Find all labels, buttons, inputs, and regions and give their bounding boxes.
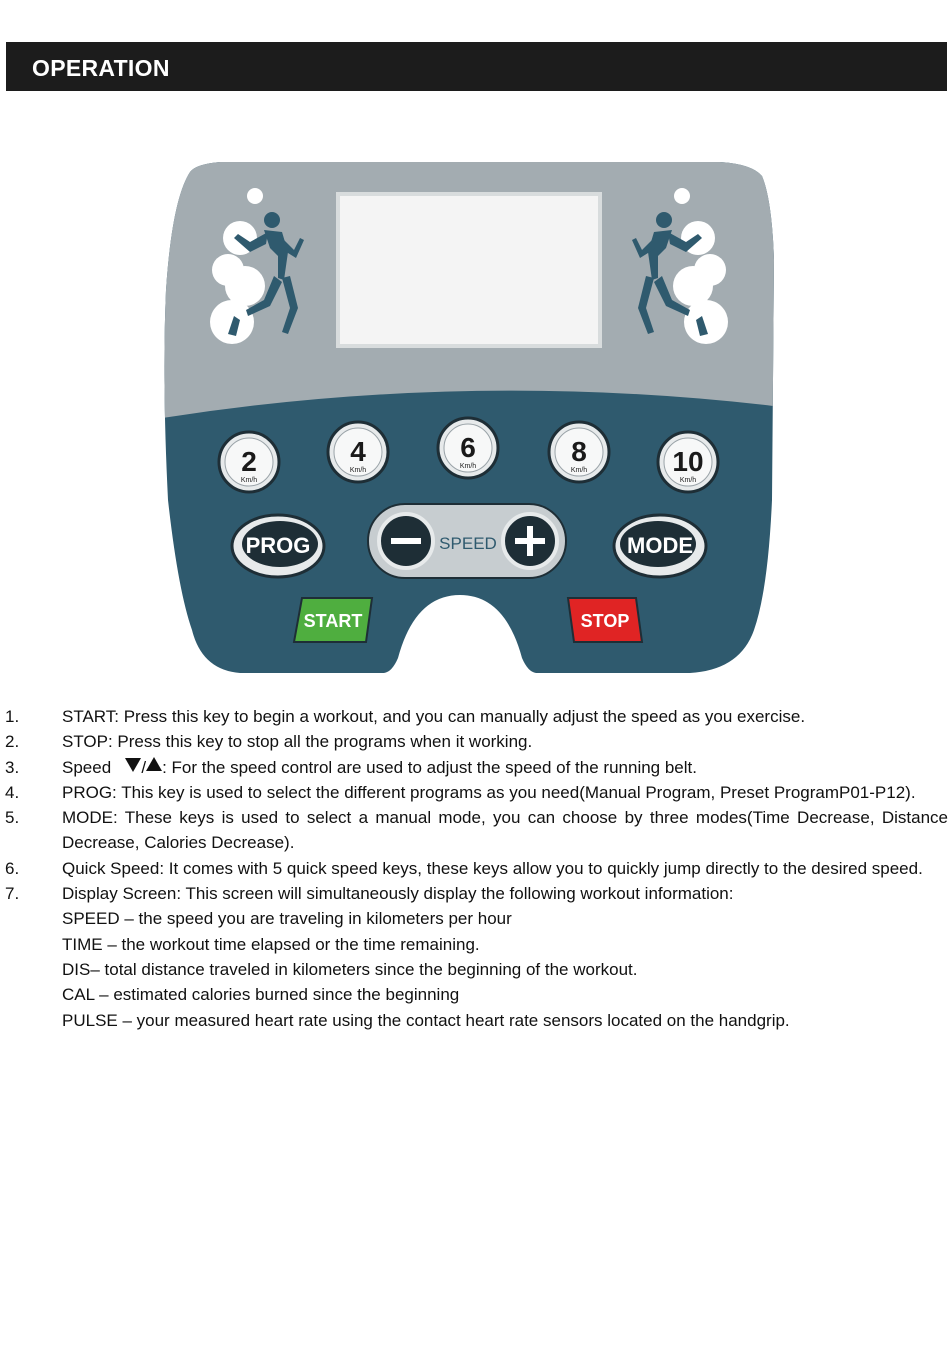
item-text: MODE: These keys is used to select a manual mode, you can choose by three modes(Time Decrease, Distance Decrease, Calories Decrease). xyxy=(62,808,948,853)
display-info-item: DIS– total distance traveled in kilometers since the beginning of the workout. xyxy=(62,959,638,979)
instruction-item-1 xyxy=(0,704,950,729)
triangle-up-icon xyxy=(146,757,162,771)
console-panel-illustration xyxy=(150,140,790,685)
item-text: STOP: Press this key to stop all the programs when it working. xyxy=(62,732,533,752)
mode-button-label: MODE xyxy=(627,533,693,558)
speed-key-8-button[interactable] xyxy=(549,422,609,482)
section-title: OPERATION xyxy=(32,55,170,81)
speed-control-label: SPEED xyxy=(439,534,497,553)
item-slash: / xyxy=(141,757,147,777)
mode-button[interactable] xyxy=(614,515,706,577)
display-screen xyxy=(338,194,600,346)
item-number: 7. xyxy=(5,884,20,904)
prog-button-label: PROG xyxy=(245,533,311,558)
start-button-label: START xyxy=(303,611,363,631)
section-header-bar xyxy=(6,42,947,91)
item-number: 3. xyxy=(5,757,20,777)
start-button[interactable] xyxy=(294,598,372,642)
item-text: : For the speed control are used to adjust the speed of the running belt. xyxy=(162,757,697,777)
speed-key-4-button[interactable] xyxy=(328,422,388,482)
stop-button[interactable] xyxy=(568,598,642,642)
item-number: 1. xyxy=(5,707,20,726)
item-number: 6. xyxy=(5,858,20,878)
speed-up-button[interactable] xyxy=(503,514,557,568)
display-info-item: TIME – the workout time elapsed or the time remaining. xyxy=(62,934,480,954)
item-number: 2. xyxy=(5,732,20,752)
instruction-item-6 xyxy=(0,856,950,881)
instruction-item-4 xyxy=(0,780,950,805)
display-info-item: PULSE – your measured heart rate using the contact heart rate sensors located on the handgrip. xyxy=(62,1010,790,1030)
speed-key-2-unit: Km/h xyxy=(240,477,258,484)
speed-key-6-button[interactable] xyxy=(438,418,498,478)
item-text: Display Screen: This screen will simultaneously display the following workout information: xyxy=(62,884,734,904)
speed-key-10-unit: Km/h xyxy=(679,477,697,484)
speed-control xyxy=(368,504,566,578)
instruction-item-7 xyxy=(0,881,950,906)
item-text: START: Press this key to begin a workout, and you can manually adjust the speed as you exercise. xyxy=(62,707,806,726)
item-number: 5. xyxy=(5,808,20,828)
stop-button-label: STOP xyxy=(580,611,630,631)
speed-key-10-value: 10 xyxy=(672,446,704,477)
speed-key-2-button[interactable] xyxy=(219,432,279,492)
speed-key-4-unit: Km/h xyxy=(349,467,367,474)
prog-button[interactable] xyxy=(232,515,324,577)
minus-icon xyxy=(391,538,421,544)
display-info-item: CAL – estimated calories burned since the beginning xyxy=(62,985,460,1005)
speed-key-6-value: 6 xyxy=(460,432,476,463)
item-number: 4. xyxy=(5,782,20,802)
speed-key-4-value: 4 xyxy=(350,436,366,467)
item-text: PROG: This key is used to select the different programs as you need(Manual Program, Preset ProgramP01-P12). xyxy=(62,782,916,802)
display-info-item: SPEED – the speed you are traveling in kilometers per hour xyxy=(62,909,512,929)
instruction-item-2 xyxy=(0,729,950,754)
instruction-item-5 xyxy=(0,805,950,856)
item-text: Quick Speed: It comes with 5 quick speed keys, these keys allow you to quickly jump directly to the desired speed. xyxy=(62,858,923,878)
speed-key-8-value: 8 xyxy=(571,436,587,467)
speed-down-button[interactable] xyxy=(379,514,433,568)
triangle-down-icon xyxy=(125,758,141,772)
instruction-list xyxy=(0,704,950,1033)
speed-key-8-unit: Km/h xyxy=(570,467,588,474)
instruction-item-3 xyxy=(0,755,950,780)
speed-key-10-button[interactable] xyxy=(658,432,718,492)
speed-key-2-value: 2 xyxy=(241,446,257,477)
item-lead: Speed xyxy=(62,757,112,777)
speed-key-6-unit: Km/h xyxy=(459,463,477,470)
